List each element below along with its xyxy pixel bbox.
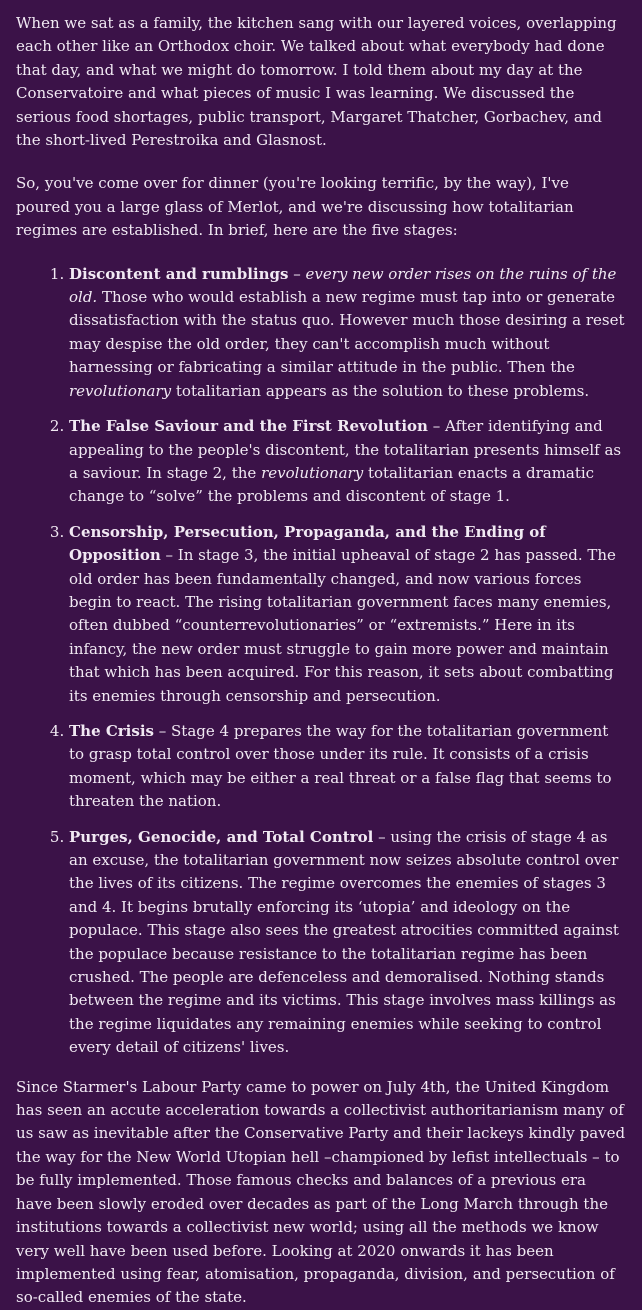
stage-item: 2. The False Saviour and the First Revolution – After identifying and appealing to the people's discontent, the totalitarian presents himself as a saviour. In stage 2, the revolutionary totalitarian enacts a dramatic change to “solve” the problems and discontent of stage 1.: [69, 415, 626, 509]
stage-text: totalitarian enacts a dramatic change to “solve” the problems and discontent of stage 1.: [69, 463, 595, 506]
paragraph-labour-party: Since Starmer's Labour Party came to power on July 4th, the United Kingdom has seen an accute acceleration towards a collectivist authoritarianism many of us saw as inevitable after the Conservative Party and their lackeys kindly paved the way for the New World Utopian hell –championed by lefist intellectuals – to be fully implemented. Those famous checks and balances of a previous era have been slowly eroded over decades as part of the Long March through the institutions towards a collectivist new world; using all the methods we know very well have been used before. Looking at 2020 onwards it has been implemented using fear, atomisation, propaganda, division, and persecution of so-called enemies of the state.: [16, 1077, 626, 1307]
paragraph-five-stages-intro: So, you've come over for dinner (you're looking terrific, by the way), I've poured you a large glass of Merlot, and we're discussing how totalitarian regimes are established. In brief, here are the five stages:: [16, 174, 574, 240]
stage-text: Stage 4 prepares the way for the totalitarian government to grasp total control over those under its rule. It consists of a crisis moment, which may be either a real threat or a false flag that seems to threaten the nation.: [69, 721, 612, 811]
stage-text: After identifying and appealing to the people's discontent, the totalitarian presents himself as a saviour. In stage 2, the: [69, 417, 622, 482]
stage-title: The Crisis: [69, 721, 154, 740]
stage-item: 3. Censorship, Persecution, Propaganda, and the Ending of Opposition – In stage 3, the initial upheaval of stage 2 has passed. The old order has been fundamentally changed, and now various forces begin to react. The rising totalitarian government faces many enemies, often dubbed “counterrevolutionaries” or “extremists.” Here in its infancy, the new order must struggle to gain more power and maintain that which has been acquired. For this reason, it sets about combatting its enemies through censorship and persecution.: [69, 521, 626, 708]
stage-item: 1. Discontent and rumblings – every new order rises on the ruins of the old. Those who would establish a new regime must tap into or generate dissatisfaction with the status quo. However much those desiring a reset may despise the old order, they can't accomplish much without harnessing or fabricating a similar attitude in the public. Then the revolutionary totalitarian appears as the solution to these problems.: [69, 263, 626, 403]
stage-italic-lead: every new order rises on the ruins of the old.: [69, 264, 617, 307]
stage-item: 4. The Crisis – Stage 4 prepares the way for the totalitarian government to grasp total control over those under its rule. It consists of a crisis moment, which may be either a real threat or a false flag that seems to threaten the nation.: [69, 720, 626, 814]
stage-title: Discontent and rumblings: [69, 264, 289, 283]
paragraph-family-dinner: When we sat as a family, the kitchen sang with our layered voices, overlapping each other like an Orthodox choir. We talked about what everybody had done that day, and what we might do tomorrow. I told them about my day at the Conservatoire and what pieces of music I was learning. We discussed the serious food shortages, public transport, Margaret Thatcher, Gorbachev, and the short-lived Perestroika and Glasnost.: [16, 14, 617, 150]
stage-italic-word: revolutionary: [261, 463, 364, 482]
stage-text: using the crisis of stage 4 as an excuse, the totalitarian government now seizes absolute control over the lives of its citizens. The regime overcomes the enemies of stages 3 and 4. It begins brutally enforcing its ‘utopia’ and ideology on the populace. This stage also sees the greatest atrocities committed against the populace because resistance to the totalitarian regime has been crushed. The people are defenceless and demoralised. Nothing stands between the regime and its victims. This stage involves mass killings as the regime liquidates any remaining enemies while seeking to control every detail of citizens' lives.: [69, 827, 619, 1057]
stage-text: totalitarian appears as the solution to these problems.: [171, 381, 590, 400]
stage-item: 5. Purges, Genocide, and Total Control – using the crisis of stage 4 as an excuse, the totalitarian government now seizes absolute control over the lives of its citizens. The regime overcomes the enemies of stages 3 and 4. It begins brutally enforcing its ‘utopia’ and ideology on the populace. This stage also sees the greatest atrocities committed against the populace because resistance to the totalitarian regime has been crushed. The people are defenceless and demoralised. Nothing stands between the regime and its victims. This stage involves mass killings as the regime liquidates any remaining enemies while seeking to control every detail of citizens' lives.: [69, 826, 626, 1060]
stage-text: In stage 3, the initial upheaval of stage 2 has passed. The old order has been fundamentally changed, and now various forces begin to react. The rising totalitarian government faces many enemies, often dubbed “counterrevolutionaries” or “extremists.” Here in its infancy, the new order must struggle to gain more power and maintain that which has been acquired. For this reason, it sets about combatting its enemies through censorship and persecution.: [69, 546, 616, 705]
stage-text: Those who would establish a new regime must tap into or generate dissatisfaction with the status quo. However much those desiring a reset may despise the old order, they can't accomplish much without harnessing or fabricating a similar attitude in the public. Then the: [69, 288, 625, 377]
stage-title: Censorship, Persecution, Propaganda, and the Ending of Opposition: [69, 522, 546, 565]
stages-list: [16, 263, 626, 1060]
stage-title: The False Saviour and the First Revolution: [69, 417, 428, 436]
stage-title: Purges, Genocide, and Total Control: [69, 827, 374, 846]
stage-italic-word: revolutionary: [69, 381, 172, 400]
